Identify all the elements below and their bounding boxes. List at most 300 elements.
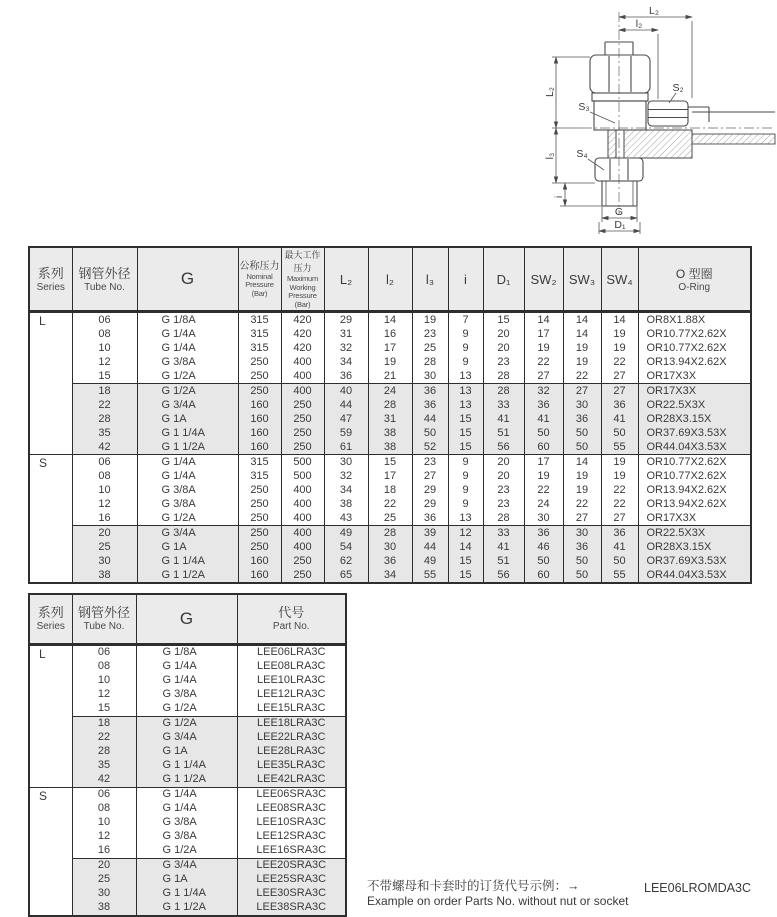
header-max-en1: Maximum Working <box>286 274 319 292</box>
table-cell: 18 <box>72 384 137 399</box>
table-cell: 16 <box>368 327 412 341</box>
table-cell: OR22.5X3X <box>638 526 751 541</box>
table-cell: OR13.94X2.62X <box>638 483 751 497</box>
table-cell: 20 <box>72 526 137 541</box>
table-cell: OR37.69X3.53X <box>638 426 751 440</box>
table-cell: 18 <box>72 716 136 731</box>
table-cell: 25 <box>412 341 448 355</box>
table-cell: G 1 1/4A <box>137 554 238 568</box>
order-example-note <box>367 878 628 909</box>
table-cell: 27 <box>601 511 638 526</box>
table-cell: 250 <box>281 398 324 412</box>
table-cell: 19 <box>601 327 638 341</box>
table-cell: 15 <box>368 455 412 470</box>
table-cell: 28 <box>483 511 524 526</box>
table-cell: 08 <box>72 660 136 674</box>
table-cell: 17 <box>524 327 563 341</box>
side-nut <box>648 101 688 126</box>
table-cell: 9 <box>448 497 483 511</box>
table-cell: 06 <box>72 787 136 802</box>
threaded-stud <box>602 181 637 206</box>
table-cell: 14 <box>368 312 412 328</box>
table-cell: 9 <box>448 341 483 355</box>
table-cell: 22 <box>601 497 638 511</box>
table-cell: 32 <box>524 384 563 399</box>
table-cell: G 1 1/4A <box>137 426 238 440</box>
col-header-max-pressure <box>281 247 324 312</box>
header-max-zh: 最大工作压力 <box>284 250 321 273</box>
table-cell: G 1/4A <box>136 660 237 674</box>
table-cell: 250 <box>238 384 281 399</box>
table-cell: 40 <box>324 384 368 399</box>
col-header-tube <box>72 247 137 312</box>
side-tube-stub <box>688 107 709 122</box>
table-cell: 160 <box>238 426 281 440</box>
table-cell: 27 <box>412 469 448 483</box>
table-cell: 19 <box>563 469 601 483</box>
table-cell: 22 <box>563 497 601 511</box>
table-cell: OR44.04X3.53X <box>638 440 751 455</box>
table-cell: 50 <box>563 426 601 440</box>
col-header-g: G <box>137 247 238 312</box>
table-cell: 400 <box>281 511 324 526</box>
table-cell: 250 <box>238 540 281 554</box>
table-cell: 23 <box>483 483 524 497</box>
table-cell: 25 <box>368 511 412 526</box>
table-cell: G 1 1/4A <box>136 759 237 773</box>
table-cell: G 1 1/2A <box>137 440 238 455</box>
table-cell: G 3/8A <box>137 483 238 497</box>
table-cell: G 1A <box>137 412 238 426</box>
header-series-zh: 系列 <box>37 605 64 621</box>
table-cell: 250 <box>238 369 281 384</box>
table-cell: G 3/8A <box>136 830 237 844</box>
series-cell: S <box>29 455 72 584</box>
col-header-part-no <box>237 594 346 644</box>
table-cell: 62 <box>324 554 368 568</box>
table-cell: 315 <box>238 341 281 355</box>
col-header-g: G <box>136 594 237 644</box>
table-cell: G 1 1/2A <box>136 901 237 916</box>
table-cell: 160 <box>238 554 281 568</box>
table-cell: 41 <box>483 412 524 426</box>
table-cell: 36 <box>412 384 448 399</box>
col-header-series <box>29 594 72 644</box>
col-header-nominal-pressure <box>238 247 281 312</box>
table-cell: 400 <box>281 355 324 369</box>
table-cell: 28 <box>72 412 137 426</box>
table-cell: 30 <box>563 398 601 412</box>
table-cell: 15 <box>448 412 483 426</box>
table-cell: 51 <box>483 554 524 568</box>
header-part-en: Part No. <box>272 621 310 633</box>
table-cell: 39 <box>412 526 448 541</box>
table-cell: 160 <box>238 398 281 412</box>
table-cell: G 3/4A <box>136 858 237 873</box>
table-cell: 46 <box>524 540 563 554</box>
table-cell: 30 <box>524 511 563 526</box>
table-cell: LEE08SRA3C <box>237 802 346 816</box>
table-cell: 250 <box>281 412 324 426</box>
order-example-zh: 不带螺母和卡套时的订货代号示例：→ <box>367 879 580 893</box>
table-cell: 55 <box>601 568 638 583</box>
table-cell: 13 <box>448 384 483 399</box>
table-cell: 22 <box>524 355 563 369</box>
table-cell: G 1/2A <box>137 511 238 526</box>
table-cell: G 1/8A <box>136 644 237 660</box>
header-tube-zh: 钢管外径 <box>77 605 130 621</box>
col-header-oring <box>638 247 751 312</box>
table-cell: 56 <box>483 440 524 455</box>
table-cell: 12 <box>72 688 136 702</box>
table-cell: 31 <box>368 412 412 426</box>
table-cell: 35 <box>72 759 136 773</box>
table-cell: 36 <box>563 540 601 554</box>
table-cell: 19 <box>601 341 638 355</box>
table-cell: LEE15LRA3C <box>237 702 346 717</box>
table-cell: G 3/8A <box>136 688 237 702</box>
table-cell: 24 <box>524 497 563 511</box>
table-cell: 30 <box>324 455 368 470</box>
table-cell: 08 <box>72 327 137 341</box>
table-cell: 13 <box>448 398 483 412</box>
table-cell: 61 <box>324 440 368 455</box>
table-cell: 23 <box>412 455 448 470</box>
table-cell: G 1/2A <box>137 384 238 399</box>
part-table <box>28 593 347 917</box>
table-cell: 31 <box>324 327 368 341</box>
table-cell: 50 <box>601 426 638 440</box>
header-series-en: Series <box>36 281 65 293</box>
table-cell: 36 <box>324 369 368 384</box>
table-cell: 44 <box>412 412 448 426</box>
header-nominal-en1: Nominal <box>246 271 273 281</box>
dim-label-G: G <box>614 206 624 218</box>
table-cell: 27 <box>563 384 601 399</box>
table-cell: 08 <box>72 802 136 816</box>
table-cell: 44 <box>324 398 368 412</box>
header-tube-en: Tube No. <box>84 281 125 293</box>
table-cell: 23 <box>483 497 524 511</box>
table-cell: OR28X3.15X <box>638 540 751 554</box>
table-cell: 400 <box>281 384 324 399</box>
table-cell: 19 <box>412 312 448 328</box>
label-S2: S₂ <box>672 82 684 94</box>
table-cell: 22 <box>601 355 638 369</box>
table-cell: 19 <box>601 455 638 470</box>
table-cell: G 1/4A <box>136 802 237 816</box>
table-cell: 500 <box>281 469 324 483</box>
table-cell: 42 <box>72 440 137 455</box>
table-cell: 30 <box>412 369 448 384</box>
table-cell: 16 <box>72 511 137 526</box>
table-cell: LEE10LRA3C <box>237 674 346 688</box>
table-cell: 19 <box>563 341 601 355</box>
table-cell: 400 <box>281 526 324 541</box>
table-cell: 36 <box>601 398 638 412</box>
header-max-en2: Pressure (Bar) <box>288 291 317 309</box>
col-header-SW2: SW₂ <box>524 247 563 312</box>
header-oring-zh: O 型圈 <box>675 266 713 281</box>
table-cell: 9 <box>448 469 483 483</box>
table-cell: 17 <box>524 455 563 470</box>
table-cell: 9 <box>448 355 483 369</box>
table-cell: G 1A <box>136 873 237 887</box>
table-cell: 50 <box>563 568 601 583</box>
header-oring-en: O-Ring <box>678 281 711 293</box>
table-cell: G 3/4A <box>137 398 238 412</box>
table-cell: 19 <box>368 355 412 369</box>
table-cell: 38 <box>72 901 136 916</box>
table-cell: 60 <box>524 440 563 455</box>
table-cell: 18 <box>368 483 412 497</box>
table-cell: 43 <box>324 511 368 526</box>
table-cell: 250 <box>281 554 324 568</box>
table-cell: 20 <box>483 327 524 341</box>
table-cell: G 1/4A <box>137 455 238 470</box>
col-header-series <box>29 247 72 312</box>
dim-label-i: i <box>553 195 565 199</box>
table-cell: 36 <box>524 398 563 412</box>
table-cell: G 1/2A <box>136 716 237 731</box>
table-cell: 50 <box>601 554 638 568</box>
table-cell: 25 <box>72 873 136 887</box>
table-cell: G 1/2A <box>136 702 237 717</box>
dim-label-l3: l₃ <box>544 152 556 160</box>
table-cell: 41 <box>483 540 524 554</box>
table-cell: 400 <box>281 540 324 554</box>
section-body <box>624 130 692 158</box>
table-cell: OR22.5X3X <box>638 398 751 412</box>
header-tube-zh: 钢管外径 <box>78 265 131 281</box>
col-header-SW4: SW₄ <box>601 247 638 312</box>
table-cell: 65 <box>324 568 368 583</box>
table-cell: 250 <box>238 355 281 369</box>
table-cell: 19 <box>524 469 563 483</box>
table-cell: 10 <box>72 674 136 688</box>
table-cell: G 1/4A <box>137 469 238 483</box>
dim-label-l2: l₂ <box>635 18 643 30</box>
table-cell: 38 <box>368 426 412 440</box>
table-cell: 30 <box>72 554 137 568</box>
table-cell: LEE22LRA3C <box>237 731 346 745</box>
table-cell: OR10.77X2.62X <box>638 341 751 355</box>
table-cell: 12 <box>72 830 136 844</box>
table-cell: G 1/4A <box>136 674 237 688</box>
table-cell: 9 <box>448 455 483 470</box>
header-part-zh: 代号 <box>278 605 305 621</box>
table-cell: 47 <box>324 412 368 426</box>
table-cell: 56 <box>483 568 524 583</box>
table-cell: 50 <box>524 426 563 440</box>
table-cell: LEE12SRA3C <box>237 830 346 844</box>
dim-label-L2-left: L₂ <box>544 87 556 97</box>
table-cell: 15 <box>448 440 483 455</box>
table-cell: 36 <box>601 526 638 541</box>
table-cell: 14 <box>448 540 483 554</box>
table-cell: 15 <box>448 568 483 583</box>
table-cell: 22 <box>72 731 136 745</box>
table-cell: 36 <box>368 554 412 568</box>
table-cell: 315 <box>238 327 281 341</box>
table-cell: 34 <box>324 355 368 369</box>
table-cell: 27 <box>524 369 563 384</box>
table-cell: 29 <box>412 497 448 511</box>
table-cell: 14 <box>563 312 601 328</box>
col-header-l2: l₂ <box>368 247 412 312</box>
table-cell: 06 <box>72 644 136 660</box>
collar <box>592 93 648 101</box>
table-cell: 160 <box>238 440 281 455</box>
table-cell: 22 <box>524 483 563 497</box>
table-cell: 20 <box>72 858 136 873</box>
table-cell: 20 <box>483 455 524 470</box>
table-cell: OR13.94X2.62X <box>638 497 751 511</box>
table-cell: 52 <box>412 440 448 455</box>
table-cell: OR13.94X2.62X <box>638 355 751 369</box>
table-cell: G 1A <box>136 745 237 759</box>
table-cell: 24 <box>368 384 412 399</box>
table-cell: G 1A <box>137 540 238 554</box>
table-cell: 315 <box>238 455 281 470</box>
table-cell: 13 <box>448 511 483 526</box>
table-cell: 22 <box>72 398 137 412</box>
table-cell: 34 <box>324 483 368 497</box>
table-cell: 30 <box>72 887 136 901</box>
table-cell: G 3/4A <box>137 526 238 541</box>
top-nut <box>590 55 650 93</box>
table-cell: LEE16SRA3C <box>237 844 346 859</box>
table-cell: 60 <box>524 568 563 583</box>
table-cell: 19 <box>601 469 638 483</box>
table-cell: G 1 1/2A <box>137 568 238 583</box>
table-cell: OR17X3X <box>638 384 751 399</box>
table-cell: 49 <box>324 526 368 541</box>
table-cell: OR44.04X3.53X <box>638 568 751 583</box>
table-cell: 28 <box>483 384 524 399</box>
table-cell: 16 <box>72 844 136 859</box>
table-cell: LEE25SRA3C <box>237 873 346 887</box>
table-cell: 20 <box>483 469 524 483</box>
table-cell: 13 <box>448 369 483 384</box>
table-cell: G 1/2A <box>137 369 238 384</box>
table-cell: OR10.77X2.62X <box>638 327 751 341</box>
section-left-wall <box>608 130 616 158</box>
table-cell: 9 <box>448 483 483 497</box>
header-nominal-en2: Pressure (Bar) <box>245 280 274 298</box>
table-cell: 15 <box>72 369 137 384</box>
table-cell: 44 <box>412 540 448 554</box>
table-cell: 28 <box>368 526 412 541</box>
table-cell: 32 <box>324 469 368 483</box>
table-cell: 14 <box>601 312 638 328</box>
table-cell: 27 <box>601 369 638 384</box>
table-cell: OR37.69X3.53X <box>638 554 751 568</box>
table-cell: LEE30SRA3C <box>237 887 346 901</box>
col-header-l3: l₃ <box>412 247 448 312</box>
table-cell: G 3/8A <box>137 355 238 369</box>
body-block <box>594 101 646 130</box>
col-header-D1: D₁ <box>483 247 524 312</box>
table-cell: 20 <box>483 341 524 355</box>
table-cell: 420 <box>281 312 324 328</box>
table-cell: 160 <box>238 412 281 426</box>
table-cell: 34 <box>368 568 412 583</box>
table-cell: G 1/8A <box>137 312 238 328</box>
table-cell: 49 <box>412 554 448 568</box>
table-cell: OR17X3X <box>638 511 751 526</box>
table-cell: 35 <box>72 426 137 440</box>
table-cell: 42 <box>72 773 136 788</box>
table-cell: 10 <box>72 341 137 355</box>
table-cell: 29 <box>412 483 448 497</box>
series-cell: L <box>29 312 72 455</box>
table-cell: 315 <box>238 469 281 483</box>
table-cell: 54 <box>324 540 368 554</box>
table-cell: G 3/8A <box>137 497 238 511</box>
table-cell: 250 <box>281 440 324 455</box>
table-cell: G 1 1/2A <box>136 773 237 788</box>
table-cell: 10 <box>72 483 137 497</box>
table-cell: 36 <box>563 412 601 426</box>
table-cell: 38 <box>324 497 368 511</box>
table-cell: 41 <box>601 540 638 554</box>
col-header-L2: L₂ <box>324 247 368 312</box>
table-cell: 22 <box>368 497 412 511</box>
table-cell: LEE06SRA3C <box>237 787 346 802</box>
section-tube-wall <box>692 134 775 144</box>
table-cell: 59 <box>324 426 368 440</box>
fitting-technical-drawing <box>542 0 777 240</box>
table-cell: 55 <box>412 568 448 583</box>
table-cell: 15 <box>72 702 136 717</box>
table-cell: 25 <box>72 540 137 554</box>
table-cell: 160 <box>238 568 281 583</box>
table-cell: 06 <box>72 455 137 470</box>
table-cell: OR8X1.88X <box>638 312 751 328</box>
table-cell: 12 <box>72 497 137 511</box>
table-cell: LEE06LRA3C <box>237 644 346 660</box>
col-header-i: i <box>448 247 483 312</box>
table-cell: 08 <box>72 469 137 483</box>
table-cell: 400 <box>281 497 324 511</box>
table-cell: 19 <box>524 341 563 355</box>
table-cell: 23 <box>483 355 524 369</box>
table-cell: 51 <box>483 426 524 440</box>
table-cell: 250 <box>238 483 281 497</box>
table-cell: 23 <box>412 327 448 341</box>
table-cell: 28 <box>483 369 524 384</box>
table-cell: G 1/2A <box>136 844 237 859</box>
table-cell: 28 <box>412 355 448 369</box>
table-cell: LEE38SRA3C <box>237 901 346 916</box>
table-cell: 420 <box>281 341 324 355</box>
table-cell: OR10.77X2.62X <box>638 455 751 470</box>
table-cell: LEE20SRA3C <box>237 858 346 873</box>
table-cell: 50 <box>563 440 601 455</box>
table-cell: 250 <box>281 426 324 440</box>
table-cell: 9 <box>448 327 483 341</box>
table-cell: 29 <box>324 312 368 328</box>
table-cell: 22 <box>601 483 638 497</box>
table-cell: G 1 1/4A <box>136 887 237 901</box>
table-cell: 36 <box>524 526 563 541</box>
table-cell: 06 <box>72 312 137 328</box>
table-cell: LEE35LRA3C <box>237 759 346 773</box>
table-cell: 38 <box>72 568 137 583</box>
table-cell: 500 <box>281 455 324 470</box>
table-cell: 315 <box>238 312 281 328</box>
